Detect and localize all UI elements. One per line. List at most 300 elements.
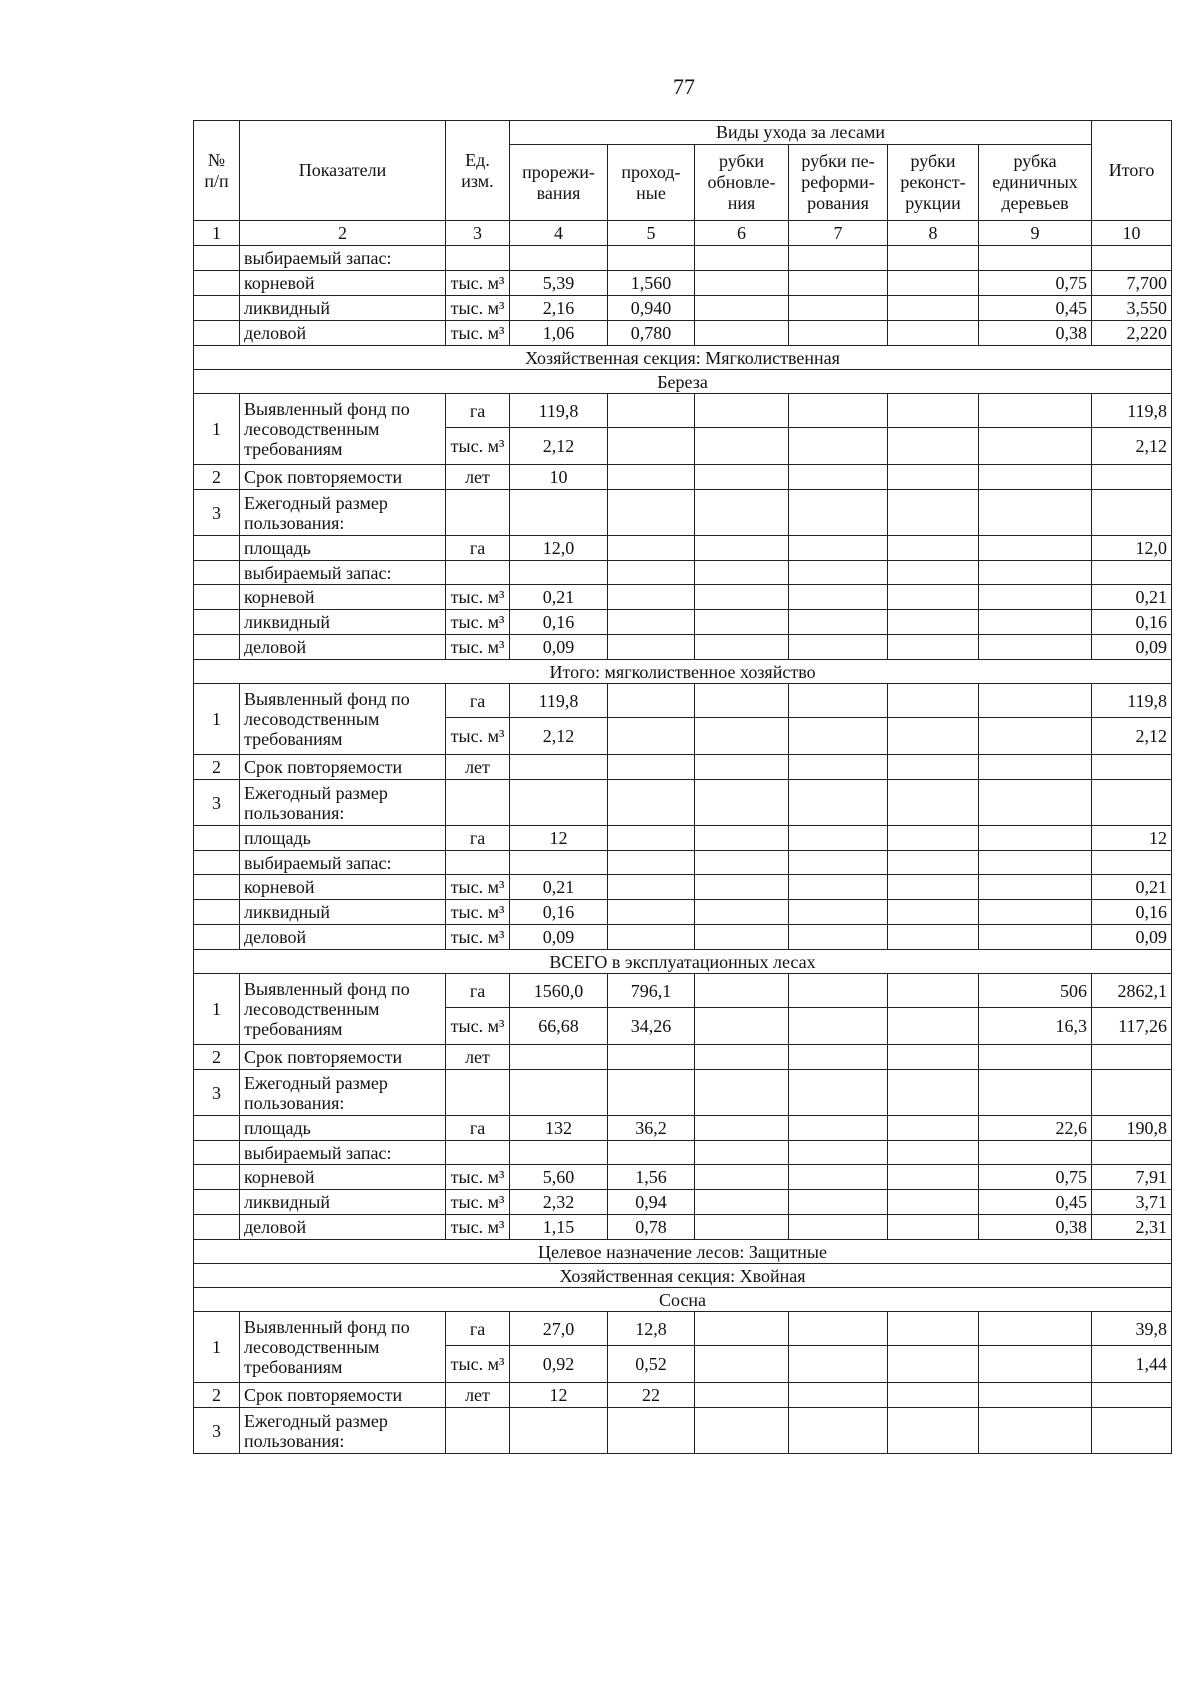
unit-cell [446,780,510,826]
unit-cell: га [446,826,510,851]
header-col: рубки реконст- рукции [888,145,979,221]
indicator-cell: ликвидный [240,1190,446,1215]
table-row [194,826,1172,851]
value-cell [695,684,789,718]
value-cell [608,925,695,950]
value-cell [608,684,695,718]
value-cell [789,1045,888,1070]
value-cell: 5,39 [510,271,608,296]
value-cell [510,780,608,826]
indicator-cell: площадь [240,826,446,851]
value-cell [695,561,789,585]
header-total: Итого [1092,121,1172,221]
table-row [194,1045,1172,1070]
table-row [194,851,1172,875]
value-cell [888,826,979,851]
value-cell [608,826,695,851]
table-row [194,465,1172,490]
no-cell [194,925,240,950]
value-cell [979,246,1092,271]
total-cell: 0,16 [1092,610,1172,635]
value-cell [1092,1141,1172,1165]
column-number: 7 [789,221,888,246]
value-cell [888,1165,979,1190]
row-number: 3 [194,1408,240,1454]
value-cell: 0,21 [510,585,608,610]
value-cell: 0,78 [608,1215,695,1240]
value-cell [608,585,695,610]
value-cell [888,1070,979,1116]
value-cell [608,1070,695,1116]
indicator-cell: Ежегодный размер пользования: [240,1070,446,1116]
value-cell [608,755,695,780]
value-cell: 0,21 [510,875,608,900]
value-cell [979,851,1092,875]
value-cell: 1560,0 [510,974,608,1008]
table-row [194,246,1172,271]
value-cell [789,1116,888,1141]
value-cell [446,851,510,875]
value-cell [888,490,979,536]
total-cell: 0,09 [1092,635,1172,660]
value-cell [888,610,979,635]
value-cell [888,718,979,755]
value-cell [510,490,608,536]
header-indicator: Показатели [240,121,446,221]
value-cell [979,755,1092,780]
total-cell: 1,44 [1092,1346,1172,1383]
indicator-cell: корневой [240,875,446,900]
value-cell [695,1346,789,1383]
value-cell [789,561,888,585]
indicator-cell: выбираемый запас: [240,851,446,875]
header-col: рубка единичных деревьев [979,145,1092,221]
indicator-cell: выбираемый запас: [240,246,446,271]
value-cell [789,684,888,718]
indicator-cell: корневой [240,271,446,296]
no-cell [194,610,240,635]
value-cell [446,561,510,585]
value-cell [695,780,789,826]
table-row [194,1215,1172,1240]
unit-cell: тыс. м³ [446,875,510,900]
value-cell [888,1312,979,1346]
value-cell: 0,75 [979,271,1092,296]
total-cell: 3,550 [1092,296,1172,321]
no-cell [194,851,240,875]
value-cell: 2,16 [510,296,608,321]
value-cell: 36,2 [608,1116,695,1141]
unit-cell: тыс. м³ [446,925,510,950]
indicator-cell: площадь [240,1116,446,1141]
value-cell [695,851,789,875]
value-cell [695,246,789,271]
row-number: 3 [194,490,240,536]
value-cell [789,925,888,950]
indicator-cell: деловой [240,635,446,660]
table-row [194,1116,1172,1141]
header-col: проход- ные [608,145,695,221]
value-cell: 0,940 [608,296,695,321]
indicator-cell: Выявленный фонд по лесоводственным требованиям [240,684,446,755]
value-cell [888,465,979,490]
header-row [194,121,1172,145]
column-number: 5 [608,221,695,246]
value-cell [695,1045,789,1070]
value-cell [510,1141,608,1165]
row-number: 3 [194,1070,240,1116]
value-cell [888,1383,979,1408]
unit-cell: лет [446,465,510,490]
value-cell [510,1045,608,1070]
value-cell [979,465,1092,490]
indicator-cell: Выявленный фонд по лесоводственным требованиям [240,394,446,465]
header-col: рубки обновле- ния [695,145,789,221]
value-cell [695,296,789,321]
unit-cell [446,246,510,271]
value-cell [608,465,695,490]
no-cell [194,1190,240,1215]
value-cell [789,610,888,635]
value-cell [695,1408,789,1454]
value-cell [789,875,888,900]
column-number: 1 [194,221,240,246]
total-cell [1092,1045,1172,1070]
value-cell [979,718,1092,755]
value-cell [608,1141,695,1165]
value-cell [789,1312,888,1346]
total-cell: 119,8 [1092,684,1172,718]
value-cell [695,826,789,851]
value-cell: 1,15 [510,1215,608,1240]
column-number: 8 [888,221,979,246]
table-row [194,900,1172,925]
row-number: 1 [194,974,240,1045]
value-cell: 22,6 [979,1116,1092,1141]
section-header: Хозяйственная секция: Хвойная [194,1264,1172,1288]
value-cell [695,465,789,490]
value-cell [789,755,888,780]
value-cell: 0,09 [510,635,608,660]
value-cell [608,780,695,826]
table-row [194,684,1172,718]
table-row [194,610,1172,635]
indicator-cell: выбираемый запас: [240,1141,446,1165]
value-cell [608,875,695,900]
no-cell [194,246,240,271]
value-cell [888,561,979,585]
value-cell: 0,75 [979,1165,1092,1190]
value-cell [608,490,695,536]
section-header: Целевое назначение лесов: Защитные [194,1240,1172,1264]
value-cell [789,1408,888,1454]
total-cell [1092,246,1172,271]
value-cell [695,271,789,296]
indicator-cell: деловой [240,925,446,950]
total-cell: 2862,1 [1092,974,1172,1008]
value-cell [510,561,608,585]
table-row [194,490,1172,536]
value-cell [789,321,888,346]
value-cell [695,321,789,346]
no-cell [194,585,240,610]
total-cell [1092,465,1172,490]
value-cell [979,900,1092,925]
value-cell [695,428,789,465]
value-cell [979,826,1092,851]
unit-cell: га [446,1312,510,1346]
value-cell [979,1346,1092,1383]
value-cell [695,394,789,428]
value-cell [789,1383,888,1408]
header-col: прорежи- вания [510,145,608,221]
page-number: 77 [673,74,695,99]
value-cell [789,826,888,851]
table-row [194,1070,1172,1116]
value-cell: 0,38 [979,1215,1092,1240]
indicator-cell: Срок повторяемости [240,1045,446,1070]
value-cell: 1,56 [608,1165,695,1190]
value-cell: 34,26 [608,1008,695,1045]
value-cell: 2,12 [510,718,608,755]
unit-cell: тыс. м³ [446,1165,510,1190]
value-cell [695,1383,789,1408]
value-cell [888,1116,979,1141]
value-cell [608,246,695,271]
indicator-cell: ликвидный [240,900,446,925]
header-no: № п/п [194,121,240,221]
value-cell [510,246,608,271]
section-header: Сосна [194,1288,1172,1312]
value-cell [979,428,1092,465]
value-cell [789,635,888,660]
table-row [194,1190,1172,1215]
unit-cell: тыс. м³ [446,635,510,660]
value-cell [979,394,1092,428]
value-cell [608,851,695,875]
column-number-row [194,221,1172,246]
value-cell: 0,38 [979,321,1092,346]
no-cell [194,1141,240,1165]
value-cell [695,585,789,610]
total-cell: 119,8 [1092,394,1172,428]
value-cell [888,1408,979,1454]
unit-cell: тыс. м³ [446,296,510,321]
value-cell [888,394,979,428]
row-number: 2 [194,1383,240,1408]
total-cell: 12 [1092,826,1172,851]
section-header-row [194,950,1172,974]
value-cell [695,974,789,1008]
unit-cell: га [446,536,510,561]
value-cell: 1,560 [608,271,695,296]
value-cell [789,536,888,561]
value-cell [608,394,695,428]
value-cell [1092,780,1172,826]
row-number: 1 [194,1312,240,1383]
section-header-row [194,346,1172,370]
value-cell [888,875,979,900]
value-cell [695,610,789,635]
value-cell [789,465,888,490]
value-cell [789,974,888,1008]
section-header-row [194,1288,1172,1312]
value-cell: 0,45 [979,1190,1092,1215]
value-cell: 119,8 [510,394,608,428]
value-cell: 0,52 [608,1346,695,1383]
value-cell [1092,851,1172,875]
no-cell [194,271,240,296]
column-number: 2 [240,221,446,246]
unit-cell: тыс. м³ [446,1008,510,1045]
forest-care-table [193,120,1172,1454]
value-cell [789,1070,888,1116]
value-cell [888,296,979,321]
value-cell [1092,1070,1172,1116]
value-cell [888,684,979,718]
value-cell [888,851,979,875]
value-cell: 0,16 [510,900,608,925]
unit-cell: га [446,684,510,718]
value-cell [888,635,979,660]
value-cell [608,1408,695,1454]
indicator-cell: Срок повторяемости [240,465,446,490]
table-row [194,1408,1172,1454]
value-cell [695,1070,789,1116]
indicator-cell: корневой [240,585,446,610]
value-cell [979,1045,1092,1070]
value-cell [979,1383,1092,1408]
table-row [194,1383,1172,1408]
value-cell: 796,1 [608,974,695,1008]
value-cell: 12,0 [510,536,608,561]
value-cell [979,1141,1092,1165]
value-cell [695,925,789,950]
value-cell [888,1215,979,1240]
value-cell [695,490,789,536]
value-cell [979,875,1092,900]
value-cell: 5,60 [510,1165,608,1190]
indicator-cell: площадь [240,536,446,561]
no-cell [194,321,240,346]
no-cell [194,536,240,561]
table-row [194,1312,1172,1346]
value-cell [695,1116,789,1141]
table-row [194,755,1172,780]
value-cell [979,780,1092,826]
value-cell [608,428,695,465]
value-cell [888,585,979,610]
value-cell: 27,0 [510,1312,608,1346]
value-cell [789,428,888,465]
value-cell [789,394,888,428]
indicator-cell: деловой [240,321,446,346]
unit-cell: тыс. м³ [446,718,510,755]
value-cell [446,1141,510,1165]
value-cell [888,1190,979,1215]
no-cell [194,1116,240,1141]
table-row [194,635,1172,660]
total-cell: 0,16 [1092,900,1172,925]
section-header: Итого: мягколиственное хозяйство [194,660,1172,684]
value-cell [510,851,608,875]
header-col: рубки пе- реформи- рования [789,145,888,221]
column-number: 9 [979,221,1092,246]
section-header: Береза [194,370,1172,394]
indicator-cell: Выявленный фонд по лесоводственным требованиям [240,1312,446,1383]
value-cell [695,875,789,900]
total-cell: 2,220 [1092,321,1172,346]
value-cell [979,1070,1092,1116]
value-cell: 22 [608,1383,695,1408]
value-cell [888,780,979,826]
value-cell [510,755,608,780]
unit-cell: га [446,1116,510,1141]
value-cell [695,1008,789,1045]
value-cell: 132 [510,1116,608,1141]
unit-cell: тыс. м³ [446,1190,510,1215]
table-row [194,296,1172,321]
value-cell [979,925,1092,950]
value-cell [888,755,979,780]
value-cell [695,635,789,660]
value-cell [695,1312,789,1346]
unit-cell: тыс. м³ [446,428,510,465]
total-cell: 0,21 [1092,875,1172,900]
table-row [194,321,1172,346]
value-cell [608,718,695,755]
table-row [194,925,1172,950]
value-cell: 506 [979,974,1092,1008]
value-cell [789,780,888,826]
section-header-row [194,660,1172,684]
column-number: 10 [1092,221,1172,246]
total-cell: 190,8 [1092,1116,1172,1141]
value-cell [979,1312,1092,1346]
header-group: Виды ухода за лесами [510,121,1092,145]
value-cell [510,1408,608,1454]
value-cell [789,900,888,925]
unit-cell: тыс. м³ [446,900,510,925]
row-number: 1 [194,684,240,755]
total-cell [1092,755,1172,780]
unit-cell [446,1408,510,1454]
value-cell [695,900,789,925]
total-cell: 12,0 [1092,536,1172,561]
value-cell: 10 [510,465,608,490]
unit-cell [446,490,510,536]
value-cell [695,718,789,755]
table-row [194,585,1172,610]
unit-cell: тыс. м³ [446,585,510,610]
unit-cell: тыс. м³ [446,1215,510,1240]
total-cell: 2,31 [1092,1215,1172,1240]
value-cell [888,1008,979,1045]
column-number: 4 [510,221,608,246]
indicator-cell: Срок повторяемости [240,1383,446,1408]
row-number: 2 [194,1045,240,1070]
section-header-row [194,1240,1172,1264]
row-number: 3 [194,780,240,826]
value-cell: 12 [510,826,608,851]
value-cell [888,1045,979,1070]
value-cell [608,1045,695,1070]
value-cell [888,246,979,271]
value-cell [888,321,979,346]
total-cell: 2,12 [1092,428,1172,465]
value-cell [979,561,1092,585]
value-cell [888,1346,979,1383]
